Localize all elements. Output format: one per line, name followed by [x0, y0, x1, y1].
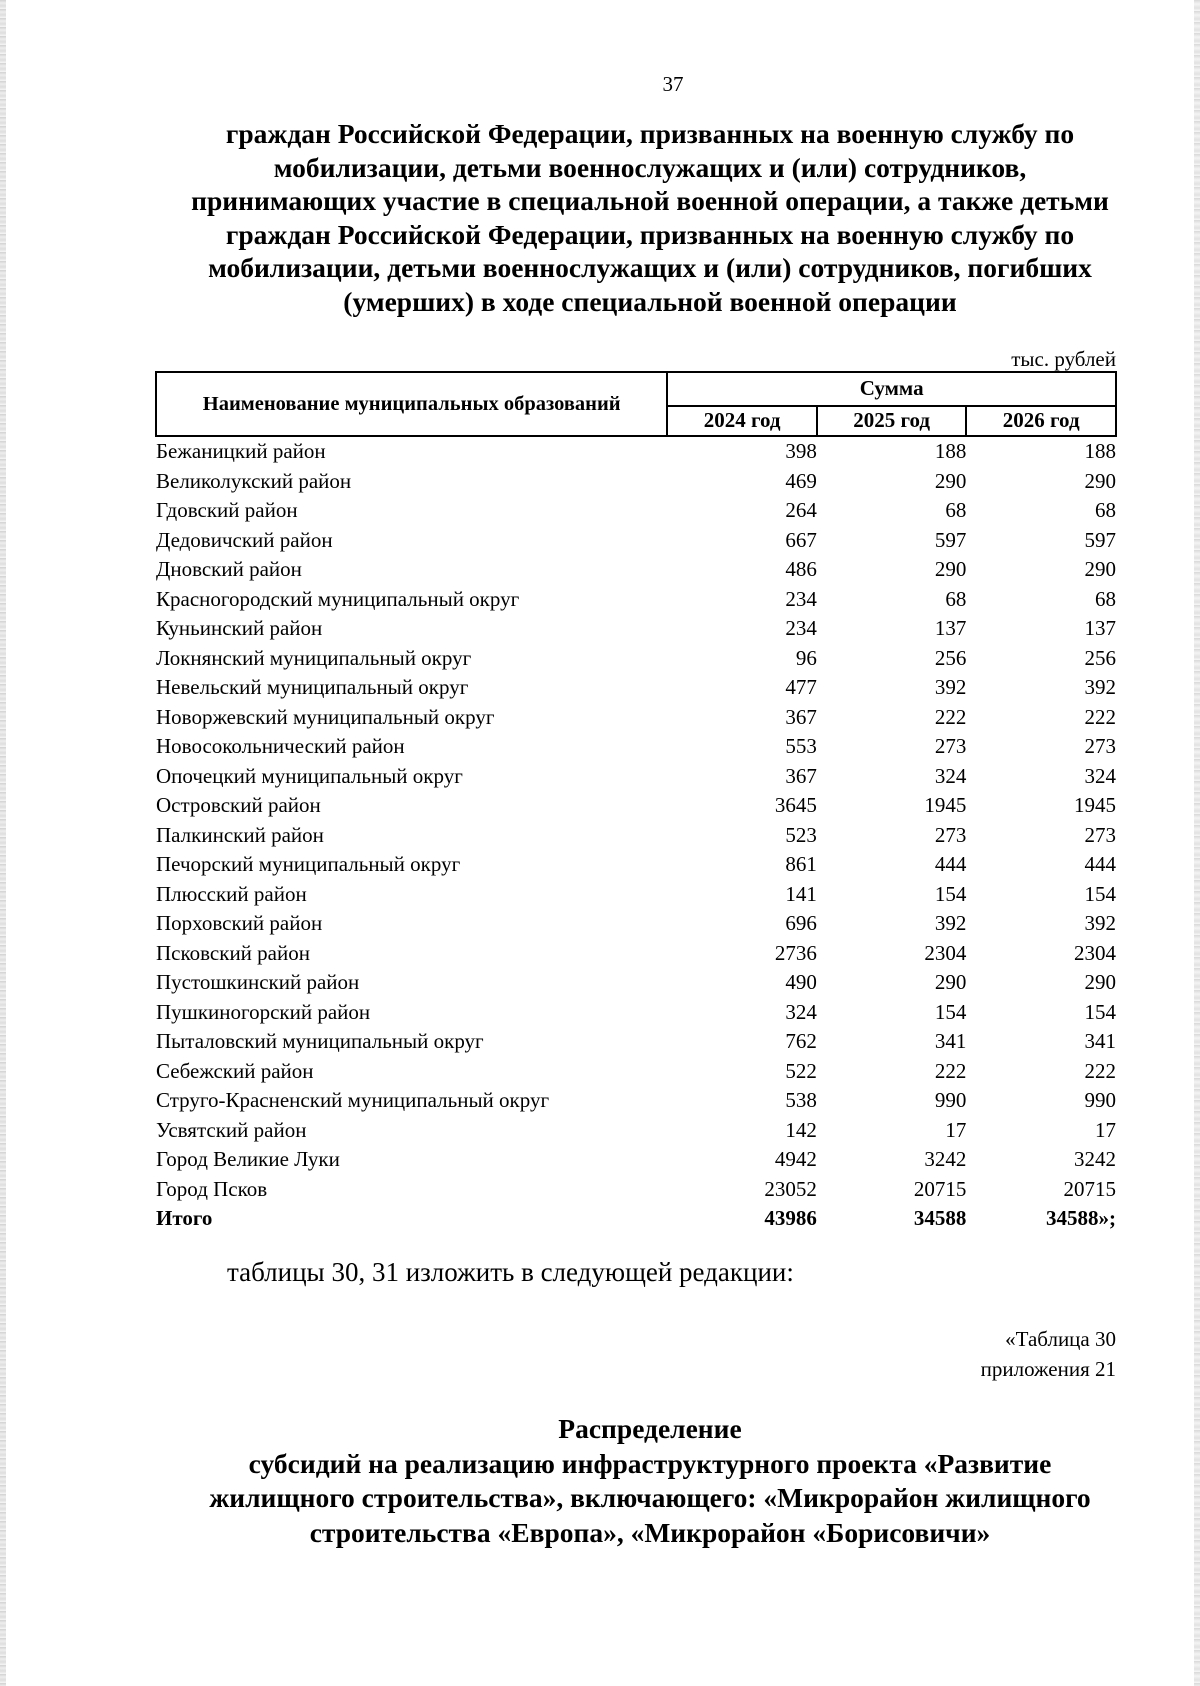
- value-2024: 696: [785, 911, 817, 935]
- table-body: [156, 436, 1116, 1234]
- total-2024: 43986: [764, 1206, 817, 1230]
- table-row: [156, 1086, 1116, 1116]
- municipality-name: Опочецкий муниципальный округ: [156, 763, 463, 788]
- municipality-name: Палкинский район: [156, 822, 324, 847]
- top-heading-line: мобилизации, детьми военнослужащих и (или) сотрудников,: [273, 151, 1027, 183]
- value-2025: 1945: [924, 793, 967, 817]
- page-number: 37: [662, 72, 684, 96]
- top-heading-line: мобилизации, детьми военнослужащих и (или) сотрудников, погибших: [208, 252, 1092, 283]
- value-2026: 3242: [1074, 1147, 1116, 1171]
- value-2025: 273: [934, 822, 967, 847]
- value-2025: 990: [934, 1088, 967, 1112]
- table-reference: [981, 1324, 1116, 1384]
- value-2026: 273: [1084, 822, 1116, 847]
- table-row: [156, 1116, 1116, 1146]
- table-row: [156, 998, 1116, 1028]
- value-2026: 597: [1084, 527, 1116, 552]
- value-2024: 234: [785, 586, 817, 611]
- column-header-2024: 2024 год: [667, 406, 817, 436]
- table-row: [156, 880, 1116, 910]
- value-2025: 20715: [913, 1176, 967, 1201]
- value-2024: 861: [785, 852, 817, 876]
- total-2026: 34588»;: [1046, 1206, 1116, 1230]
- table-row: [156, 850, 1116, 880]
- value-2024: 142: [785, 1117, 817, 1142]
- value-2024: 367: [785, 763, 817, 788]
- value-2025: 256: [934, 645, 967, 670]
- value-2026: 137: [1084, 616, 1116, 640]
- top-heading-line: граждан Российской Федерации, призванных на военную службу по: [225, 218, 1075, 250]
- municipality-name: Новоржевский муниципальный округ: [156, 704, 495, 729]
- top-heading-line: (умерших) в ходе специальной военной операции: [343, 285, 957, 317]
- value-2026: 68: [1095, 498, 1116, 522]
- value-2025: 154: [934, 881, 967, 906]
- value-2026: 20715: [1063, 1176, 1116, 1201]
- value-2024: 762: [785, 1029, 817, 1053]
- value-2025: 188: [934, 439, 967, 463]
- table-reference-line: приложения 21: [980, 1357, 1116, 1381]
- municipality-name: Город Псков: [156, 1176, 268, 1201]
- value-2025: 273: [934, 734, 967, 758]
- municipality-name: Дновский район: [156, 557, 302, 581]
- value-2026: 392: [1084, 675, 1116, 699]
- value-2024: 367: [785, 704, 817, 729]
- scan-edge-left: [0, 0, 6, 1686]
- table-row: [156, 791, 1116, 821]
- municipality-name: Порховский район: [156, 911, 323, 935]
- municipality-name: Город Великие Луки: [156, 1147, 340, 1171]
- value-2025: 222: [934, 1058, 967, 1083]
- value-2026: 2304: [1074, 940, 1116, 965]
- value-2026: 222: [1084, 704, 1116, 729]
- bottom-heading-line: Распределение: [558, 1413, 742, 1444]
- table-row: [156, 673, 1116, 703]
- table-row: [156, 968, 1116, 998]
- column-header-sum: Сумма: [667, 372, 1116, 406]
- column-header-name: Наименование муниципальных образований: [156, 372, 667, 436]
- value-2026: 341: [1084, 1029, 1116, 1053]
- value-2026: 1945: [1074, 793, 1116, 817]
- municipality-name: Пыталовский муниципальный округ: [156, 1029, 484, 1053]
- table-row: [156, 1145, 1116, 1175]
- value-2025: 154: [934, 999, 967, 1024]
- table-row: [156, 496, 1116, 526]
- table-row: [156, 939, 1116, 969]
- value-2024: 486: [785, 557, 817, 581]
- table-row: [156, 762, 1116, 792]
- municipality-name: Усвятский район: [156, 1117, 307, 1142]
- top-heading: [150, 117, 1150, 318]
- table-row: [156, 821, 1116, 851]
- value-2025: 444: [934, 852, 967, 876]
- municipality-name: Псковский район: [156, 940, 310, 965]
- value-2024: 141: [785, 881, 817, 906]
- value-2024: 538: [785, 1088, 817, 1112]
- table-row: [156, 1057, 1116, 1087]
- table-row: [156, 644, 1116, 674]
- municipality-name: Новосокольнический район: [156, 734, 405, 758]
- subsidy-table: [155, 371, 1117, 1234]
- table-row: [156, 1175, 1116, 1205]
- value-2025: 68: [945, 586, 967, 611]
- value-2026: 290: [1084, 468, 1116, 493]
- table-row: [156, 467, 1116, 497]
- municipality-name: Струго-Красненский муниципальный округ: [156, 1088, 550, 1112]
- value-2024: 4942: [774, 1147, 817, 1171]
- top-heading-line: граждан Российской Федерации, призванных на военную службу по: [225, 118, 1075, 149]
- scan-edge-right: [1194, 0, 1200, 1686]
- municipality-name: Куньинский район: [156, 616, 323, 640]
- value-2026: 154: [1084, 881, 1116, 906]
- value-2024: 96: [795, 645, 817, 670]
- table-row: [156, 436, 1116, 467]
- municipality-name: Плюсский район: [156, 881, 307, 906]
- value-2026: 17: [1095, 1117, 1116, 1142]
- table-row: [156, 526, 1116, 556]
- table-row: [156, 585, 1116, 615]
- value-2024: 2736: [774, 940, 817, 965]
- table-row: [156, 555, 1116, 585]
- value-2024: 490: [785, 970, 817, 994]
- column-header-2025: 2025 год: [817, 406, 967, 436]
- table-row: [156, 703, 1116, 733]
- value-2025: 324: [934, 763, 967, 788]
- value-2025: 290: [934, 557, 967, 581]
- value-2025: 290: [934, 468, 967, 493]
- value-2024: 477: [785, 675, 817, 699]
- municipality-name: Красногородский муниципальный округ: [156, 586, 520, 611]
- value-2025: 222: [934, 704, 967, 729]
- municipality-name: Гдовский район: [156, 498, 298, 522]
- municipality-name: Дедовичский район: [156, 527, 333, 552]
- value-2026: 222: [1084, 1058, 1116, 1083]
- municipality-name: Пустошкинский район: [156, 970, 360, 994]
- municipality-name: Островский район: [156, 793, 321, 817]
- value-2026: 68: [1095, 586, 1116, 611]
- value-2024: 469: [785, 468, 817, 493]
- value-2025: 2304: [924, 940, 967, 965]
- value-2026: 290: [1084, 970, 1116, 994]
- value-2026: 324: [1084, 763, 1116, 788]
- column-header-2026: 2026 год: [966, 406, 1116, 436]
- value-2024: 264: [785, 498, 817, 522]
- value-2024: 522: [785, 1058, 817, 1083]
- total-2025: 34588: [913, 1206, 967, 1230]
- municipality-name: Печорский муниципальный округ: [156, 852, 461, 876]
- value-2024: 667: [785, 527, 817, 552]
- bottom-heading-line: строительства «Европа», «Микрорайон «Борисовичи»: [309, 1516, 991, 1548]
- value-2024: 23052: [764, 1176, 817, 1201]
- value-2024: 523: [785, 822, 817, 847]
- units-label: тыс. рублей: [1011, 347, 1116, 371]
- bottom-heading-line: субсидий на реализацию инфраструктурного проекта «Развитие: [248, 1447, 1052, 1479]
- table-row: [156, 909, 1116, 939]
- municipality-name: Локнянский муниципальный округ: [156, 645, 472, 670]
- municipality-name: Великолукский район: [156, 468, 352, 493]
- table-total-row: [156, 1204, 1116, 1234]
- municipality-name: Себежский район: [156, 1058, 314, 1083]
- value-2025: 392: [934, 675, 967, 699]
- top-heading-line: принимающих участие в специальной военной операции, а также детьми: [191, 185, 1109, 216]
- bottom-heading-line: жилищного строительства», включающего: «Микрорайон жилищного: [209, 1482, 1091, 1513]
- municipality-name: Бежаницкий район: [156, 439, 326, 463]
- total-label: Итого: [156, 1206, 213, 1230]
- value-2024: 234: [785, 616, 817, 640]
- value-2024: 553: [785, 734, 817, 758]
- value-2024: 398: [785, 439, 817, 463]
- value-2025: 17: [945, 1117, 967, 1142]
- table-row: [156, 614, 1116, 644]
- value-2026: 273: [1084, 734, 1116, 758]
- value-2025: 597: [934, 527, 967, 552]
- value-2024: 3645: [774, 793, 817, 817]
- value-2025: 341: [934, 1029, 967, 1053]
- value-2026: 154: [1084, 999, 1116, 1024]
- table-row: [156, 732, 1116, 762]
- table-row: [156, 1027, 1116, 1057]
- value-2026: 444: [1084, 852, 1116, 876]
- value-2026: 290: [1084, 557, 1116, 581]
- municipality-name: Невельский муниципальный округ: [156, 675, 469, 699]
- value-2026: 188: [1084, 439, 1116, 463]
- value-2026: 256: [1084, 645, 1116, 670]
- value-2026: 990: [1084, 1088, 1116, 1112]
- value-2025: 3242: [924, 1147, 967, 1171]
- municipality-name: Пушкиногорский район: [156, 999, 371, 1024]
- value-2025: 290: [934, 970, 967, 994]
- value-2025: 68: [945, 498, 967, 522]
- table-reference-line: «Таблица 30: [1005, 1327, 1116, 1351]
- value-2025: 392: [934, 911, 967, 935]
- value-2024: 324: [785, 999, 817, 1024]
- value-2025: 137: [934, 616, 967, 640]
- value-2026: 392: [1084, 911, 1116, 935]
- instruction-text: таблицы 30, 31 изложить в следующей редакции:: [227, 1257, 794, 1287]
- bottom-heading: [150, 1412, 1150, 1550]
